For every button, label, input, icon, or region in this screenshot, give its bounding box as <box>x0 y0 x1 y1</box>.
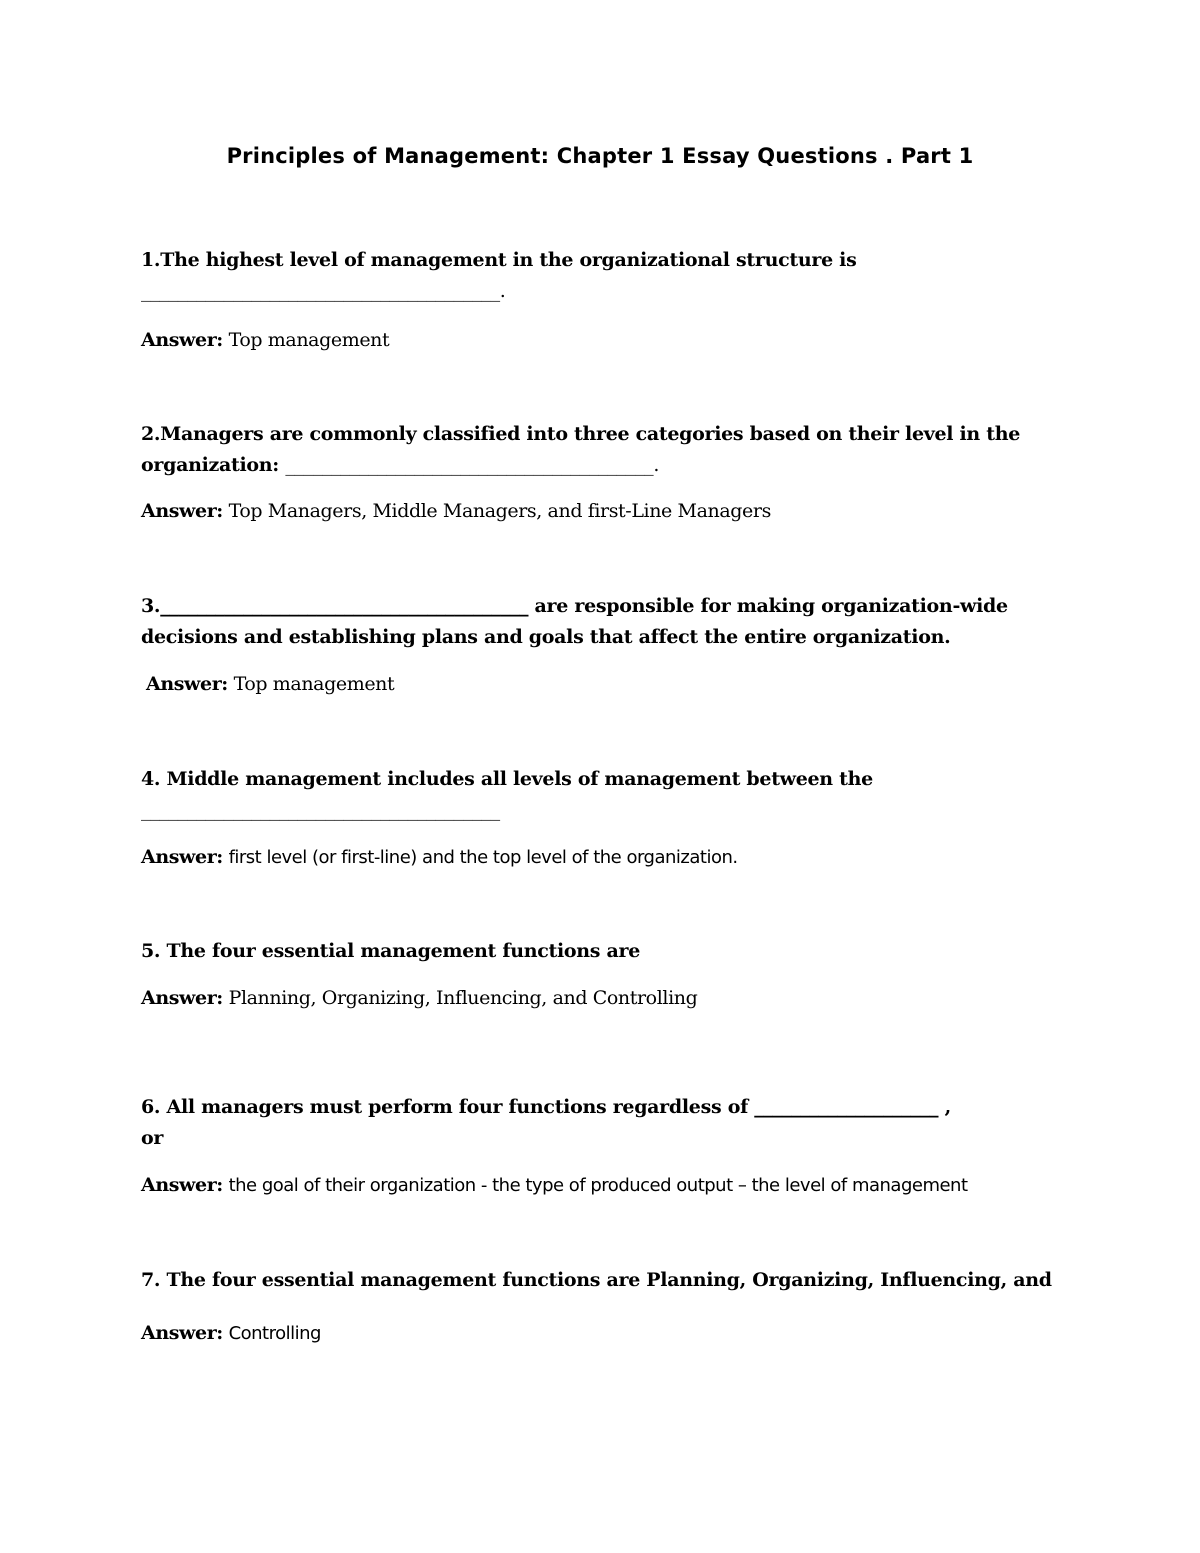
answer-5-text: Planning, Organizing, Influencing, and Controlling <box>228 987 698 1009</box>
question-2-prefix: organization: <box>141 454 280 476</box>
answer-7 <box>141 1319 1101 1348</box>
answer-1-text: Top management <box>228 329 390 351</box>
answer-2 <box>141 497 1101 525</box>
answer-6 <box>141 1171 1101 1200</box>
answer-5 <box>141 984 1101 1012</box>
answer-6-text: the goal of their organization - the type of produced output – the level of management <box>228 1175 968 1196</box>
question-2 <box>141 419 1061 481</box>
question-6 <box>141 1092 1061 1154</box>
question-2-blank: ________________________________________. <box>285 454 660 476</box>
question-1 <box>141 245 1061 307</box>
question-5 <box>141 936 1061 967</box>
answer-label: Answer: <box>141 1174 223 1196</box>
question-3-text: 3.________________________________________ are responsible for making organization-wide <box>141 595 1008 617</box>
answer-label: Answer: <box>141 329 223 351</box>
question-3-text-continued: decisions and establishing plans and goals that affect the entire organization. <box>141 626 951 648</box>
answer-label: Answer: <box>141 1322 223 1344</box>
question-1-text: 1.The highest level of management in the organizational structure is <box>141 249 857 271</box>
answer-4 <box>141 843 1101 872</box>
question-1-blank: _______________________________________. <box>141 280 506 302</box>
question-7-text: 7. The four essential management functions are Planning, Organizing, Influencing, and <box>141 1269 1052 1291</box>
question-4 <box>141 764 1061 826</box>
question-4-blank: _______________________________________ <box>141 799 500 821</box>
answer-3-text: Top management <box>233 673 395 695</box>
answer-1 <box>141 326 1101 354</box>
answer-3 <box>146 670 1106 698</box>
answer-label: Answer: <box>141 846 223 868</box>
question-4-text: 4. Middle management includes all levels of management between the <box>141 768 873 790</box>
answer-label: Answer: <box>146 673 228 695</box>
answer-label: Answer: <box>141 987 223 1009</box>
question-7 <box>141 1265 1061 1296</box>
question-3 <box>141 591 1061 653</box>
question-6-text: 6. All managers must perform four functions regardless of ____________________ , <box>141 1096 951 1118</box>
question-5-text: 5. The four essential management functions are <box>141 940 640 962</box>
answer-label: Answer: <box>141 500 223 522</box>
answer-4-text: first level (or first-line) and the top level of the organization. <box>228 847 738 868</box>
answer-2-text: Top Managers, Middle Managers, and first-Line Managers <box>228 500 771 522</box>
answer-7-text: Controlling <box>228 1323 321 1344</box>
question-2-text: 2.Managers are commonly classified into three categories based on their level in the <box>141 423 1021 445</box>
question-6-text-continued: or <box>141 1127 164 1149</box>
document-title: Principles of Management: Chapter 1 Essay Questions . Part 1 <box>226 144 974 168</box>
